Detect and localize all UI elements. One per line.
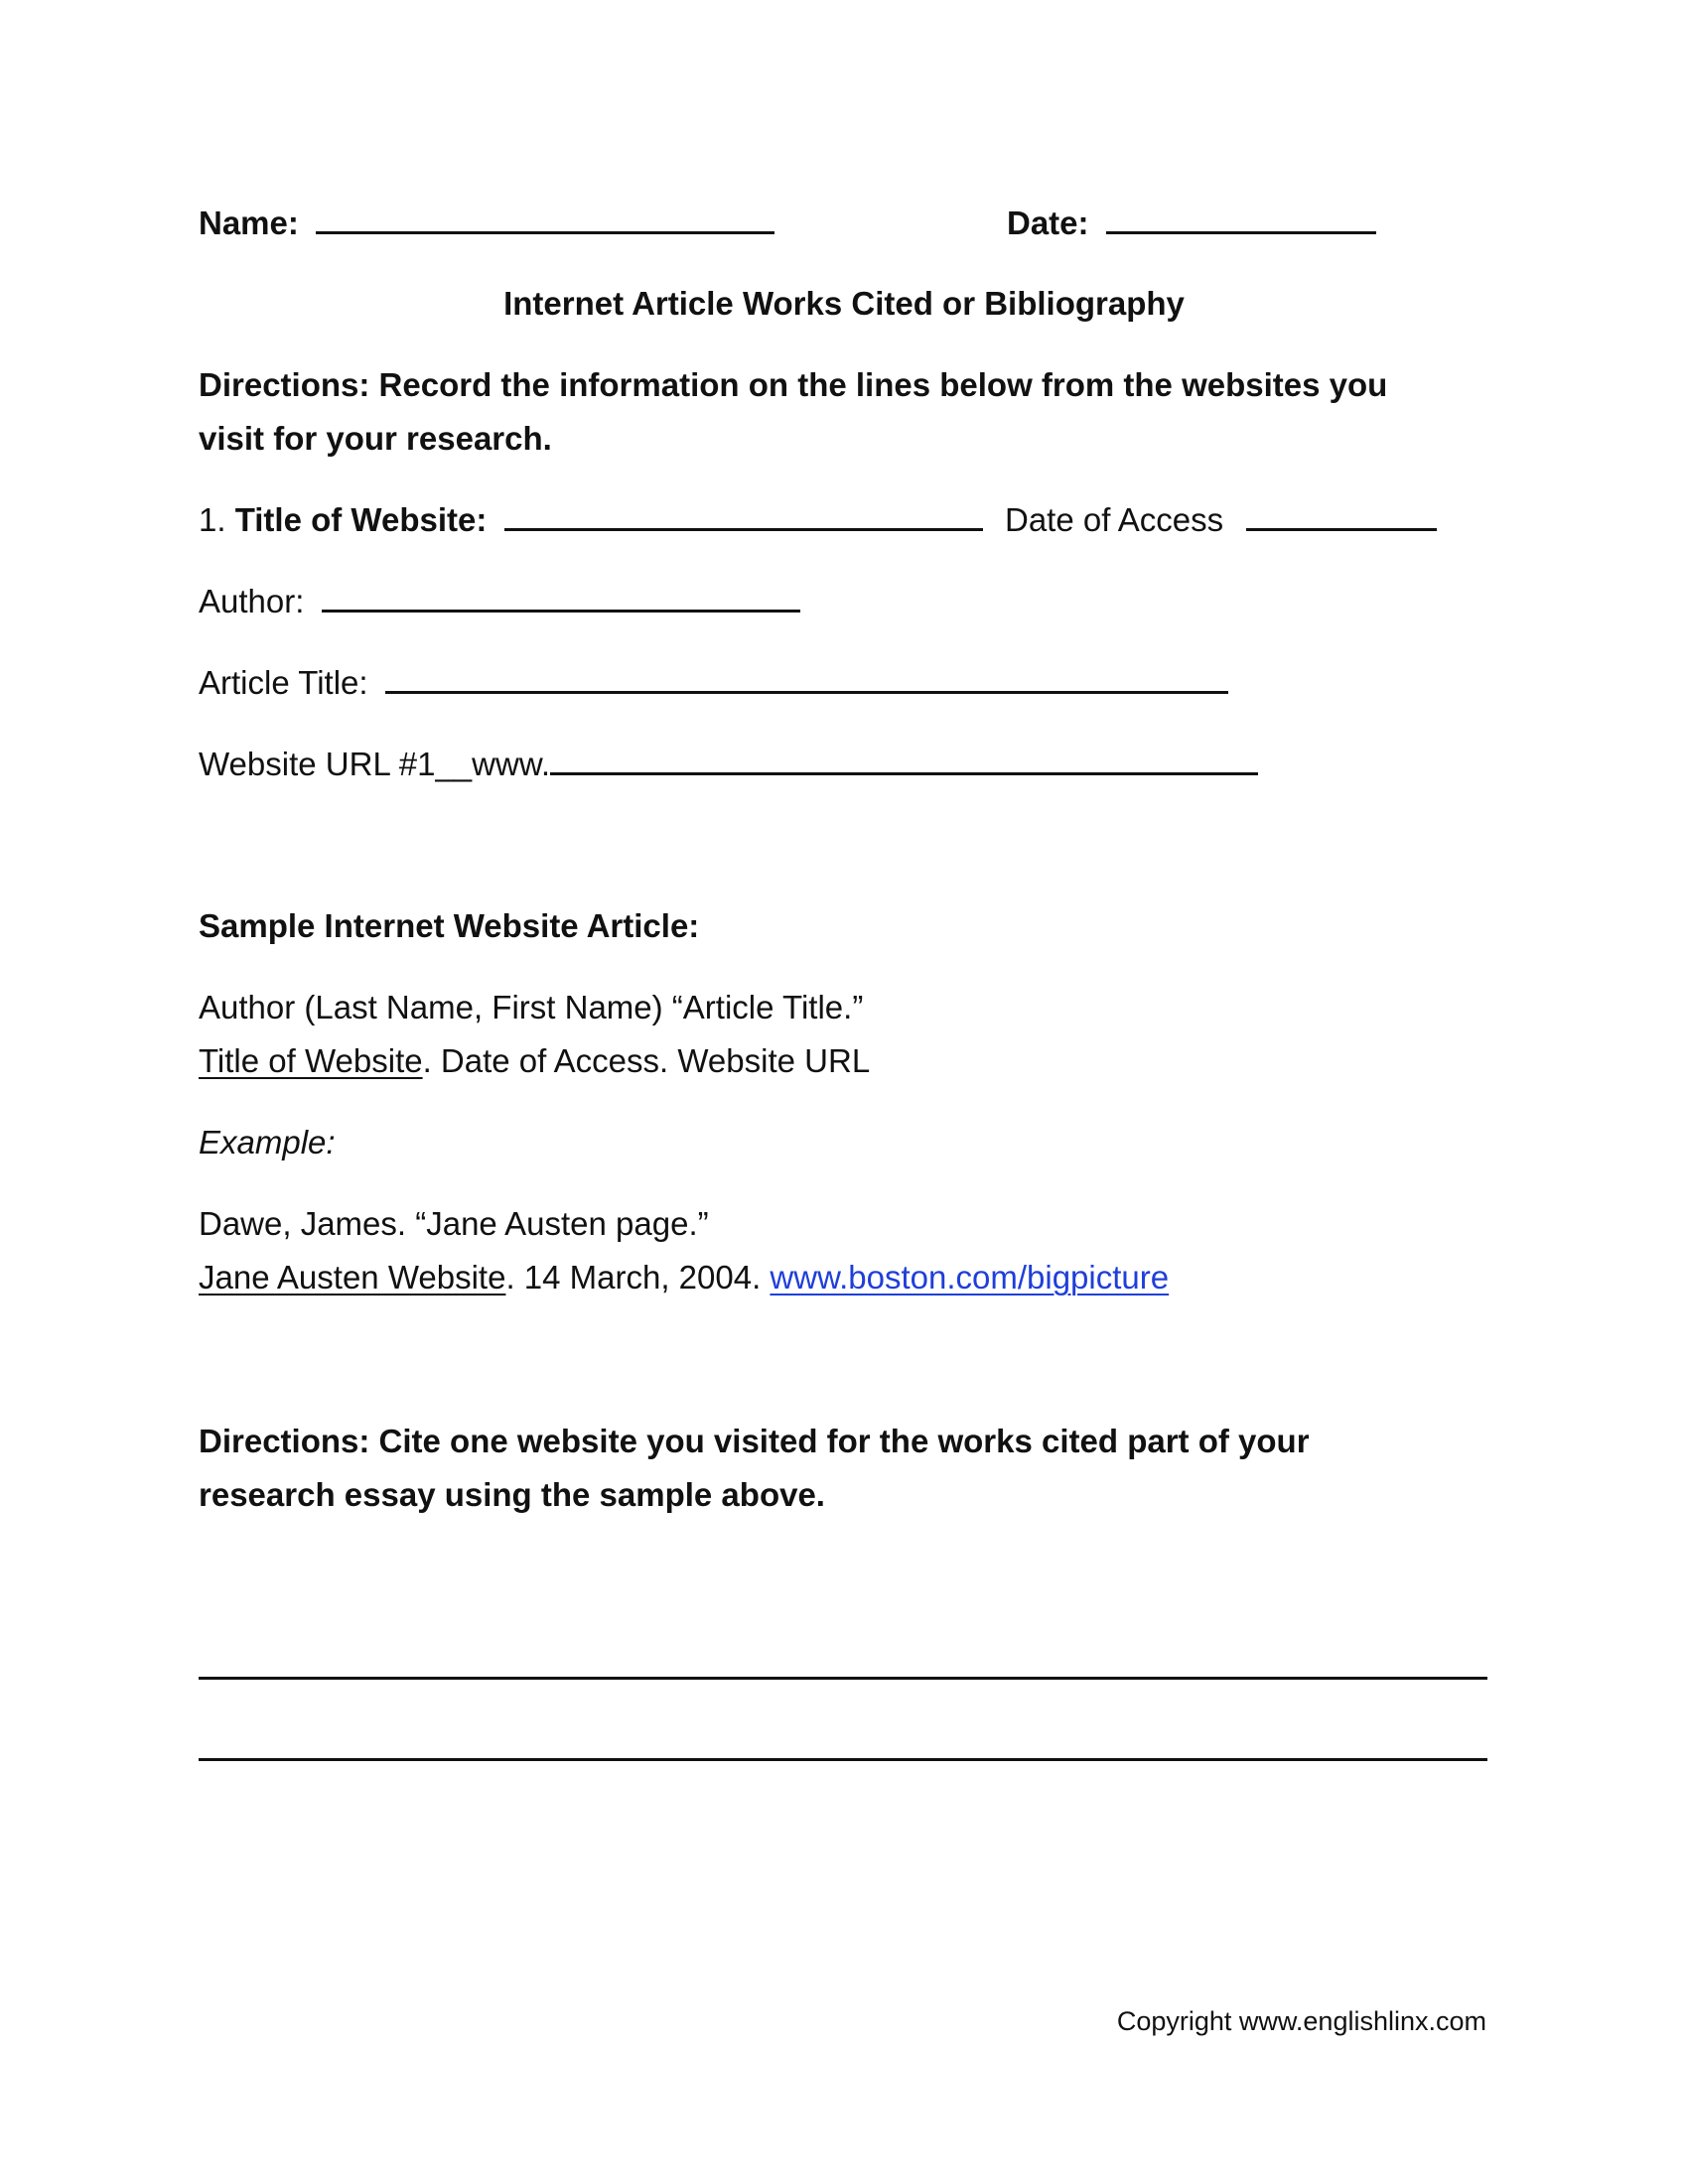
directions2-line-1: Directions: Cite one website you visited for the works cited part of your [199, 1423, 1310, 1459]
title-of-website-label: Title of Website: [234, 501, 488, 538]
date-field[interactable] [1106, 202, 1376, 234]
format-line-1: Author (Last Name, First Name) “Article Title.” [199, 989, 864, 1025]
date-of-access-label: Date of Access [1005, 501, 1224, 538]
example-date: . 14 March, 2004. [505, 1259, 771, 1296]
article-title-row [199, 661, 1228, 705]
example-line-1: Dawe, James. “Jane Austen page.” [199, 1205, 709, 1242]
author-row [199, 580, 800, 623]
website-url-label: Website URL #1__www. [199, 746, 550, 782]
date-row [1007, 202, 1376, 245]
website-url-field[interactable] [550, 743, 1258, 775]
date-of-access-field[interactable] [1246, 498, 1437, 531]
directions-line-1: Directions: Record the information on the lines below from the websites you [199, 366, 1388, 403]
example-url-link[interactable]: www.boston.com/bigpicture [770, 1259, 1170, 1296]
example-website: Jane Austen Website [199, 1259, 506, 1296]
answer-line-1[interactable] [199, 1677, 1487, 1680]
directions2-line-2: research essay using the sample above. [199, 1476, 825, 1513]
author-field[interactable] [322, 580, 800, 613]
article-title-label: Article Title: [199, 664, 368, 701]
format-title-of-website: Title of Website [199, 1042, 423, 1079]
title-of-website-row [199, 498, 983, 542]
name-label: Name: [199, 205, 299, 241]
article-title-field[interactable] [385, 661, 1228, 694]
directions-line-2: visit for your research. [199, 420, 552, 457]
format-rest: . Date of Access. Website URL [422, 1042, 871, 1079]
title-of-website-field[interactable] [504, 498, 983, 531]
author-label: Author: [199, 583, 305, 619]
copyright-text: Copyright www.englishlinx.com [1116, 2006, 1486, 2036]
name-row [199, 202, 774, 245]
sample-heading: Sample Internet Website Article: [199, 907, 700, 944]
example-label: Example: [199, 1124, 336, 1160]
example-line-2 [199, 1256, 1169, 1299]
date-label: Date: [1007, 205, 1089, 241]
item-number: 1. [199, 501, 226, 538]
page-title: Internet Article Works Cited or Bibliography [503, 285, 1185, 322]
name-field[interactable] [316, 202, 774, 234]
format-line-2 [199, 1039, 870, 1083]
date-of-access-row [1005, 498, 1437, 542]
website-url-row [199, 743, 1258, 786]
answer-line-2[interactable] [199, 1758, 1487, 1761]
